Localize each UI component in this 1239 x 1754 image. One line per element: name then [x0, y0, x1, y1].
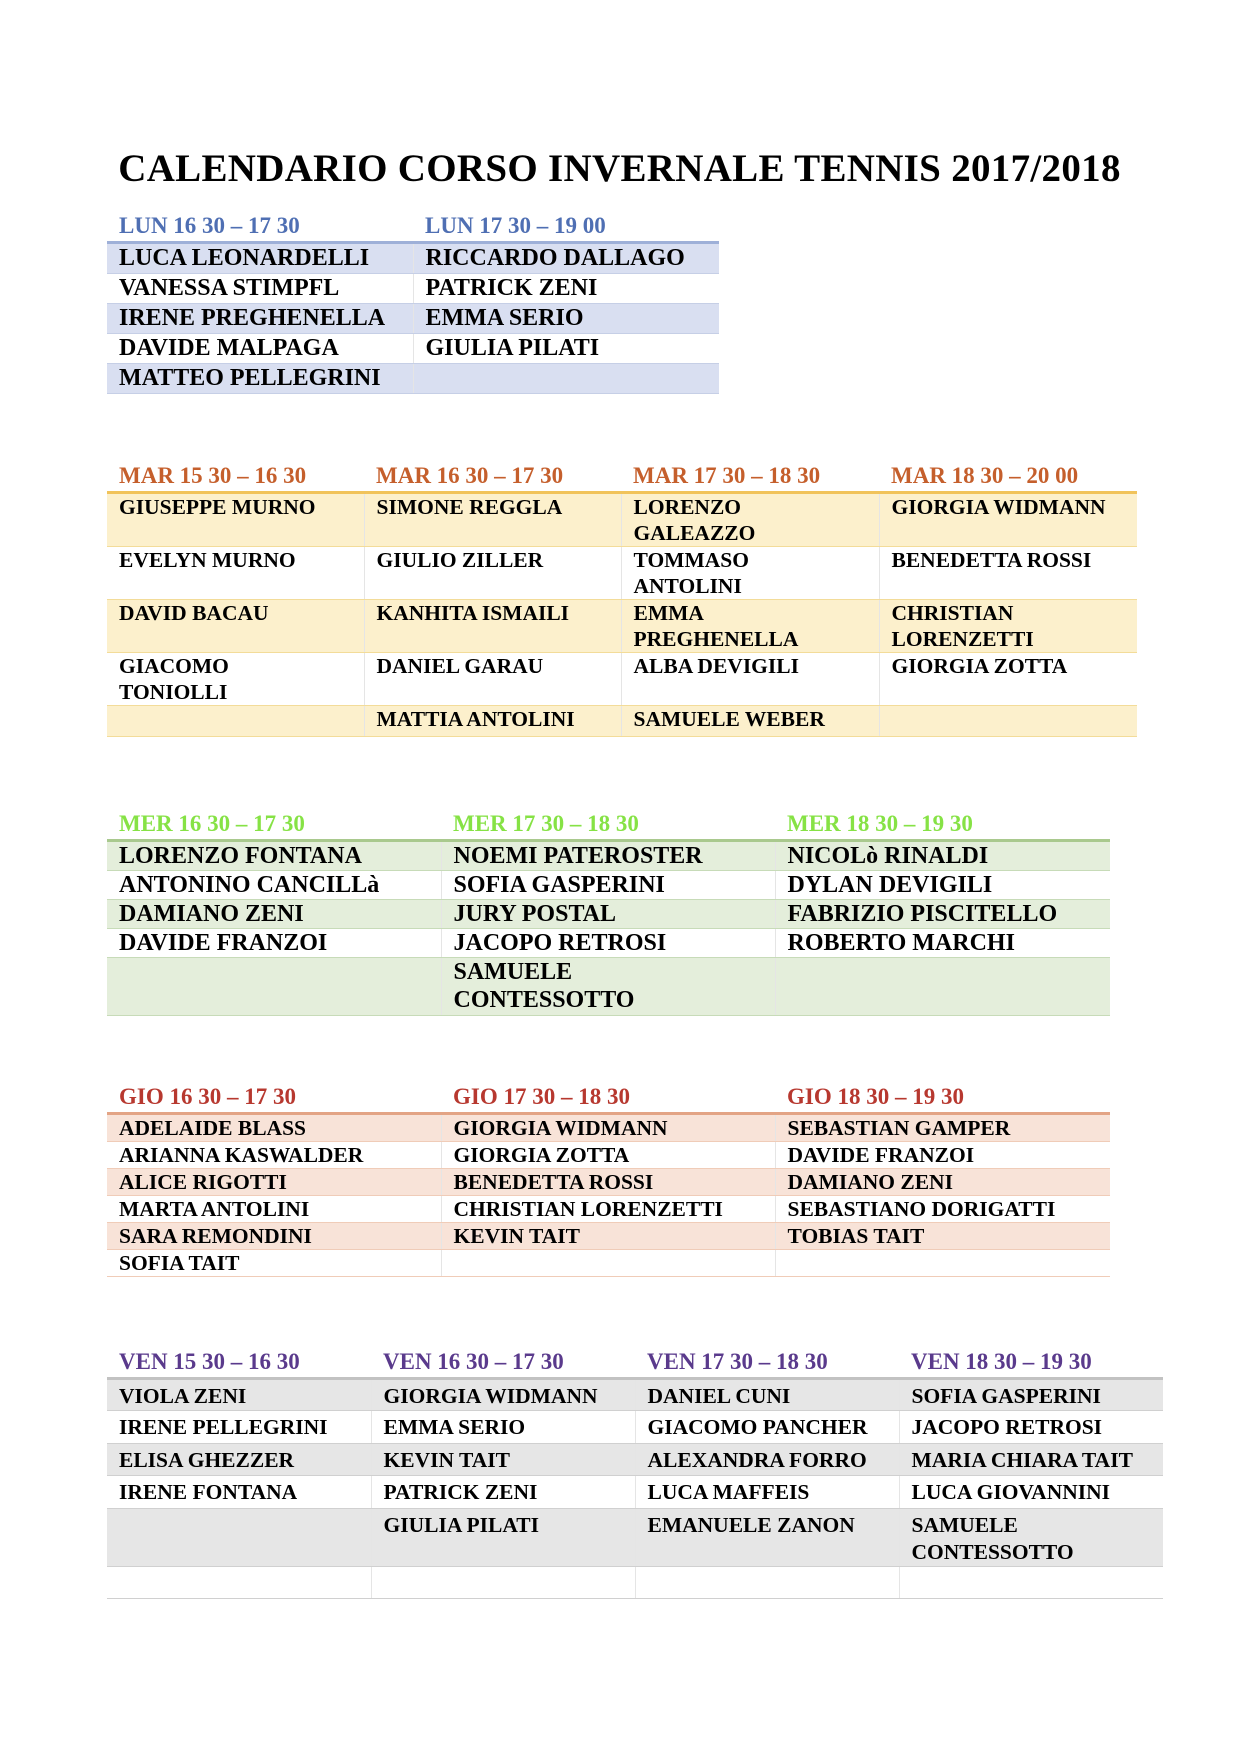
- student-cell: EMMA PREGHENELLA: [621, 599, 879, 652]
- table-row: [107, 899, 1110, 928]
- student-cell: SAMUELE CONTESSOTTO: [441, 957, 775, 1015]
- table-row: [107, 599, 1137, 652]
- student-cell: MARIA CHIARA TAIT: [899, 1443, 1163, 1476]
- student-cell: ARIANNA KASWALDER: [107, 1141, 441, 1168]
- student-cell: GIORGIA ZOTTA: [879, 652, 1137, 705]
- student-cell: MARTA ANTOLINI: [107, 1195, 441, 1222]
- wednesday-table: [107, 808, 1110, 1016]
- student-cell: IRENE PELLEGRINI: [107, 1411, 371, 1444]
- student-cell: JURY POSTAL: [441, 899, 775, 928]
- thursday-header-row: [107, 1083, 1110, 1113]
- student-cell: BENEDETTA ROSSI: [441, 1168, 775, 1195]
- column-header: MAR 15 30 – 16 30: [119, 462, 307, 488]
- student-cell: MATTEO PELLEGRINI: [107, 363, 413, 393]
- column-header: MER 18 30 – 19 30: [787, 810, 973, 836]
- table-row: [107, 1249, 1110, 1276]
- student-cell: EMMA SERIO: [413, 303, 719, 333]
- column-header: MAR 17 30 – 18 30: [633, 462, 821, 488]
- student-cell: GIULIA PILATI: [413, 333, 719, 363]
- student-cell: KANHITA ISMAILI: [364, 599, 621, 652]
- table-row: [107, 1566, 1163, 1598]
- tuesday-header-row: [107, 462, 1137, 492]
- student-cell: CHRISTIAN LORENZETTI: [441, 1195, 775, 1222]
- student-cell: JACOPO RETROSI: [441, 928, 775, 957]
- table-row: [107, 273, 719, 303]
- table-row: [107, 957, 1110, 1015]
- student-cell: SEBASTIAN GAMPER: [775, 1113, 1110, 1141]
- student-cell: ADELAIDE BLASS: [107, 1113, 441, 1141]
- friday-schedule: [107, 1344, 1163, 1599]
- student-cell: [413, 363, 719, 393]
- student-cell: DAVIDE FRANZOI: [775, 1141, 1110, 1168]
- thursday-table: [107, 1083, 1110, 1277]
- table-row: [107, 333, 719, 363]
- student-cell: GIACOMO PANCHER: [635, 1411, 899, 1444]
- thursday-schedule: [107, 1083, 1110, 1277]
- column-header: LUN 17 30 – 19 00: [425, 212, 606, 238]
- student-cell: DANIEL CUNI: [635, 1378, 899, 1411]
- student-cell: GIULIO ZILLER: [364, 546, 621, 599]
- column-header: VEN 15 30 – 16 30: [119, 1348, 300, 1374]
- student-cell: SARA REMONDINI: [107, 1222, 441, 1249]
- student-cell: KEVIN TAIT: [441, 1222, 775, 1249]
- student-cell: [107, 1566, 371, 1598]
- table-row: [107, 363, 719, 393]
- table-row: [107, 1222, 1110, 1249]
- student-cell: TOBIAS TAIT: [775, 1222, 1110, 1249]
- student-cell: [107, 705, 364, 736]
- student-cell: [775, 1249, 1110, 1276]
- table-row: [107, 1168, 1110, 1195]
- monday-table: [107, 208, 719, 394]
- student-cell: ALEXANDRA FORRO: [635, 1443, 899, 1476]
- student-cell: CHRISTIAN LORENZETTI: [879, 599, 1137, 652]
- page-title: CALENDARIO CORSO INVERNALE TENNIS 2017/2018: [118, 147, 1121, 190]
- student-cell: ALBA DEVIGILI: [621, 652, 879, 705]
- student-cell: [107, 957, 441, 1015]
- table-row: [107, 303, 719, 333]
- student-cell: SEBASTIANO DORIGATTI: [775, 1195, 1110, 1222]
- student-cell: GIORGIA WIDMANN: [371, 1378, 635, 1411]
- column-header: MER 17 30 – 18 30: [453, 810, 639, 836]
- student-cell: IRENE PREGHENELLA: [107, 303, 413, 333]
- student-cell: VANESSA STIMPFL: [107, 273, 413, 303]
- student-cell: SAMUELE CONTESSOTTO: [899, 1508, 1163, 1566]
- student-cell: [441, 1249, 775, 1276]
- table-row: [107, 652, 1137, 705]
- student-cell: IRENE FONTANA: [107, 1476, 371, 1509]
- table-row: [107, 928, 1110, 957]
- student-cell: ALICE RIGOTTI: [107, 1168, 441, 1195]
- column-header: VEN 18 30 – 19 30: [911, 1348, 1092, 1374]
- column-header: MAR 18 30 – 20 00: [891, 462, 1079, 488]
- student-cell: DAMIANO ZENI: [107, 899, 441, 928]
- wednesday-schedule: [107, 808, 1110, 1016]
- student-cell: VIOLA ZENI: [107, 1378, 371, 1411]
- table-row: [107, 870, 1110, 899]
- table-row: [107, 1113, 1110, 1141]
- student-cell: NICOLò RINALDI: [775, 840, 1110, 870]
- student-cell: SIMONE REGGLA: [364, 492, 621, 546]
- student-cell: EVELYN MURNO: [107, 546, 364, 599]
- student-cell: [775, 957, 1110, 1015]
- student-cell: DAVID BACAU: [107, 599, 364, 652]
- student-cell: GIORGIA WIDMANN: [879, 492, 1137, 546]
- student-cell: SAMUELE WEBER: [621, 705, 879, 736]
- column-header: LUN 16 30 – 17 30: [119, 212, 300, 238]
- student-cell: DYLAN DEVIGILI: [775, 870, 1110, 899]
- student-cell: [899, 1566, 1163, 1598]
- tuesday-schedule: [107, 462, 1137, 737]
- student-cell: SOFIA GASPERINI: [899, 1378, 1163, 1411]
- student-cell: GIULIA PILATI: [371, 1508, 635, 1566]
- table-row: [107, 1508, 1163, 1566]
- table-row: [107, 546, 1137, 599]
- student-cell: PATRICK ZENI: [413, 273, 719, 303]
- student-cell: ROBERTO MARCHI: [775, 928, 1110, 957]
- monday-schedule: [107, 208, 719, 394]
- student-cell: DAMIANO ZENI: [775, 1168, 1110, 1195]
- column-header: VEN 17 30 – 18 30: [647, 1348, 828, 1374]
- student-cell: NOEMI PATEROSTER: [441, 840, 775, 870]
- friday-header-row: [107, 1344, 1163, 1378]
- monday-header-row: [107, 208, 719, 242]
- student-cell: LUCA GIOVANNINI: [899, 1476, 1163, 1509]
- table-row: [107, 242, 719, 273]
- column-header: GIO 18 30 – 19 30: [787, 1083, 964, 1109]
- table-row: [107, 1141, 1110, 1168]
- student-cell: DAVIDE FRANZOI: [107, 928, 441, 957]
- column-header: GIO 16 30 – 17 30: [119, 1083, 296, 1109]
- student-cell: BENEDETTA ROSSI: [879, 546, 1137, 599]
- table-row: [107, 1378, 1163, 1411]
- table-row: [107, 492, 1137, 546]
- student-cell: GIORGIA WIDMANN: [441, 1113, 775, 1141]
- student-cell: [635, 1566, 899, 1598]
- student-cell: [371, 1566, 635, 1598]
- table-row: [107, 1195, 1110, 1222]
- tuesday-table: [107, 462, 1137, 737]
- student-cell: SOFIA GASPERINI: [441, 870, 775, 899]
- student-cell: ELISA GHEZZER: [107, 1443, 371, 1476]
- student-cell: [107, 1508, 371, 1566]
- student-cell: SOFIA TAIT: [107, 1249, 441, 1276]
- student-cell: DAVIDE MALPAGA: [107, 333, 413, 363]
- table-row: [107, 1476, 1163, 1509]
- table-row: [107, 1411, 1163, 1444]
- column-header: MER 16 30 – 17 30: [119, 810, 305, 836]
- friday-table: [107, 1344, 1163, 1599]
- student-cell: EMANUELE ZANON: [635, 1508, 899, 1566]
- student-cell: GIUSEPPE MURNO: [107, 492, 364, 546]
- table-row: [107, 705, 1137, 736]
- table-row: [107, 840, 1110, 870]
- column-header: GIO 17 30 – 18 30: [453, 1083, 630, 1109]
- student-cell: KEVIN TAIT: [371, 1443, 635, 1476]
- table-row: [107, 1443, 1163, 1476]
- student-cell: GIACOMO TONIOLLI: [107, 652, 364, 705]
- student-cell: ANTONINO CANCILLà: [107, 870, 441, 899]
- student-cell: [879, 705, 1137, 736]
- student-cell: FABRIZIO PISCITELLO: [775, 899, 1110, 928]
- student-cell: JACOPO RETROSI: [899, 1411, 1163, 1444]
- student-cell: LUCA MAFFEIS: [635, 1476, 899, 1509]
- student-cell: EMMA SERIO: [371, 1411, 635, 1444]
- student-cell: LORENZO GALEAZZO: [621, 492, 879, 546]
- column-header: MAR 16 30 – 17 30: [376, 462, 564, 488]
- student-cell: MATTIA ANTOLINI: [364, 705, 621, 736]
- student-cell: TOMMASO ANTOLINI: [621, 546, 879, 599]
- wednesday-header-row: [107, 808, 1110, 840]
- student-cell: RICCARDO DALLAGO: [413, 242, 719, 273]
- column-header: VEN 16 30 – 17 30: [383, 1348, 564, 1374]
- student-cell: DANIEL GARAU: [364, 652, 621, 705]
- student-cell: PATRICK ZENI: [371, 1476, 635, 1509]
- student-cell: GIORGIA ZOTTA: [441, 1141, 775, 1168]
- student-cell: LUCA LEONARDELLI: [107, 242, 413, 273]
- student-cell: LORENZO FONTANA: [107, 840, 441, 870]
